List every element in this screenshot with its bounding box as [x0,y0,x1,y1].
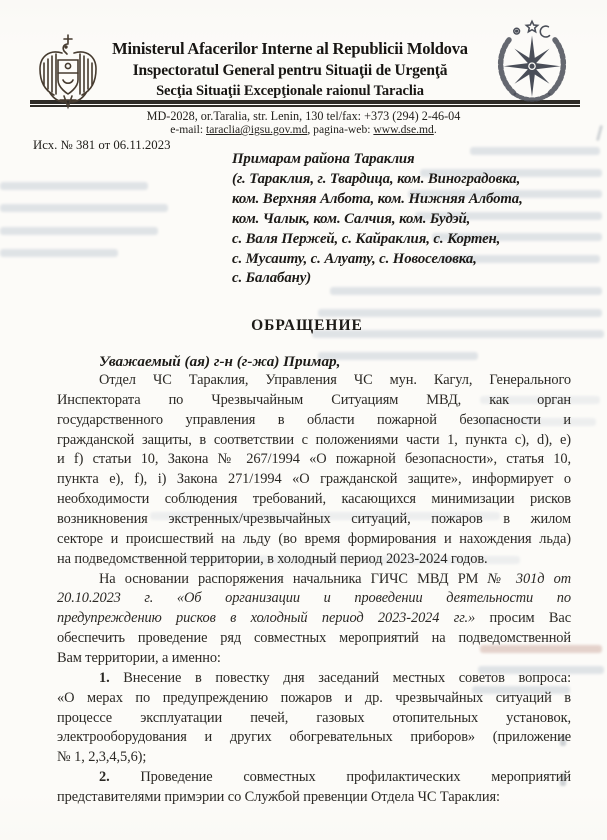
outgoing-reference: Исх. № 381 от 06.11.2023 [33,138,171,152]
addressee-line: с. Балабану) [232,270,312,287]
body-line: секторе и происшествий на льду (во время формирования и нахождения льда) [57,530,571,547]
order-reference-italic: № 301д от [487,570,571,587]
contact-block [0,109,607,136]
period-text: . [433,123,437,136]
body-text: просим Вас [475,610,571,627]
addressee-line: ком. Верхняя Албота, ком. Нижняя Албота, [232,190,523,207]
body-line: 20.10.2023 г. «Об организации и проведении деятельности по [57,590,571,607]
body-line: пункта e), f), i) Закона 271/1994 «О гражданской защите», информирует о [57,471,571,488]
body-line: необходимости соблюдения требований, касающихся минимизации рисков [57,491,571,508]
addressee-line: ком. Чалык, ком. Салчия, ком. Будэй, [232,210,471,227]
addressee-line: Примарам района Тараклия [232,151,415,167]
body-line: представителями примэрии со Службой превенции Отдела ЧС Тараклия: [57,789,500,806]
body-line: процессе эксплуатации печей, газовых отопительных установок, [57,709,571,726]
web-address: www.dse.md [373,123,434,136]
email-address: taraclia@igsu.gov.md [206,123,308,136]
body-line: на подведомственной территории, в холодный период 2023-2024 годов. [57,550,488,567]
body-line [57,669,571,689]
body-text: Внесение в повестку дня заседаний местных советов вопроса: [109,669,571,686]
body-line: Инспектората по Чрезвычайным Ситуациям МВД, как орган [57,391,571,408]
addressee-line: (г. Тараклия, г. Твардица, ком. Виноградовка, [232,170,521,187]
body-line: № 1, 2,3,4,5,6); [57,749,147,766]
list-item-number: 1. [99,669,110,686]
separator-text: , pagina-web: [307,123,374,136]
addressee-line: с. Мусаиту, с. Алуату, с. Новоселовка, [232,250,477,267]
salutation: Уважаемый (ая) г-н (г-жа) Примар, [99,353,341,370]
body-line [57,570,571,590]
body-line: и f) статьи 10, Закона № 267/1994 «О пожарной безопасности», статья 10, [57,451,571,468]
body-line: Вам территории, а именно: [57,650,221,667]
body-line: Отдел ЧС Тараклия, Управления ЧС мун. Кагул, Генерального [99,372,571,388]
igsu-star-emblem-icon [488,18,576,110]
letter-body [57,371,571,808]
addressee-block [232,150,577,289]
order-reference-italic: предупреждению рисков в холодный период 2023-2024 гг.» [57,610,476,627]
body-line: «О мерах по предупреждению пожаров и др. чрезвычайных ситуаций в [57,689,571,706]
body-text: На основании распоряжения начальника ГИЧС МВД РМ [99,570,488,587]
body-text: Проведение совместных профилактических мероприятий [109,769,571,786]
address-line: MD-2028, or.Taralia, str. Lenin, 130 tel/fax: +373 (294) 2-46-04 [146,109,461,123]
document-title: ОБРАЩЕНИЕ [251,317,363,334]
body-line: возникновения экстренных/чрезвычайных ситуаций, пожаров в жилом [57,511,571,528]
body-line: обеспечить проведение ряд совместных мероприятий на подведомственной [57,630,571,647]
list-item-number: 2. [99,769,110,786]
section-title: Secţia Situaţii Excepţionale raionul Taraclia [156,83,424,99]
letterhead-titles [95,38,485,101]
body-line: государственного управления в области пожарной безопасности и [57,411,571,428]
ministry-title: Ministerul Afacerilor Interne al Republicii Moldova [112,39,468,58]
inspectorate-title: Inspectoratul General pentru Situaţii de Urgenţă [132,62,448,79]
addressee-line: с. Валя Пержей, с. Кайраклия, с. Кортен, [232,230,501,247]
email-label: e-mail: [170,123,206,136]
body-line [57,768,571,788]
body-line: электрооборудования и других обогревательных приборов» (приложение [57,729,571,746]
moldova-coat-of-arms-icon [36,33,100,113]
body-line [57,609,571,629]
email-web-line [0,123,607,136]
body-line: гражданской защиты, в соответствии с положениями части 1, пункта c), d), e) [57,431,571,448]
